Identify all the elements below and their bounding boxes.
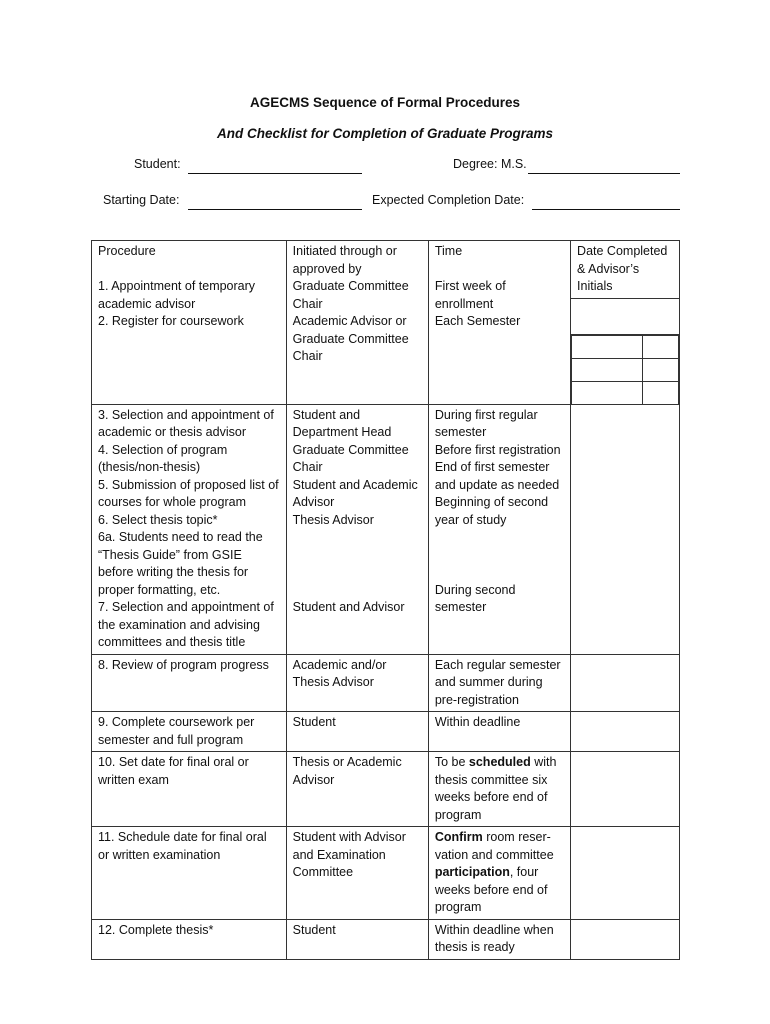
- initiated-10: Thesis or Academic Advisor: [292, 755, 402, 787]
- procedure-7: 7. Selection and appointment of the examination and advising committees and thesis title: [98, 600, 274, 649]
- group2-initiated-cell: [286, 404, 428, 654]
- initiated-8: Academic and/or Thesis Advisor: [292, 657, 387, 689]
- table-row: [92, 752, 680, 827]
- group1-initiated-cell: [286, 241, 428, 405]
- procedure-5: 5. Submission of proposed list of courses for whole program: [98, 477, 279, 509]
- procedure-11: 11. Schedule date for final oral or written examination: [98, 830, 267, 862]
- initiated-12: Student: [292, 922, 336, 937]
- group1-procedure-cell: [92, 241, 287, 405]
- time-1: First week of enrollment: [434, 279, 506, 311]
- procedure-10: 10. Set date for final oral or written exam: [98, 755, 249, 787]
- initiated-7: Student and Advisor: [292, 600, 405, 614]
- initiated-9: Student: [292, 715, 336, 729]
- date-completed-10[interactable]: [571, 752, 680, 827]
- table-row: [92, 712, 680, 752]
- procedure-9: 9. Complete coursework per semester and full program: [98, 715, 255, 747]
- starting-date-field-line[interactable]: [188, 209, 362, 210]
- semester-checkoff-cell[interactable]: [572, 335, 643, 358]
- date-completed-12[interactable]: [571, 919, 680, 959]
- student-label: Student:: [134, 157, 181, 171]
- degree-label: Degree: M.S.: [453, 157, 527, 171]
- table-row: [92, 827, 680, 920]
- date-completed-9[interactable]: [571, 712, 680, 752]
- starting-date-label: Starting Date:: [103, 193, 180, 207]
- time-4: Before first registration: [434, 442, 561, 457]
- date-completed-3[interactable]: [571, 405, 679, 440]
- group2-date-cell: [571, 404, 680, 654]
- table-row: [92, 241, 680, 405]
- date-completed-11[interactable]: [571, 827, 680, 920]
- date-completed-8[interactable]: [571, 654, 680, 712]
- initiated-11: Student with Advisor and Examination Committee: [292, 830, 406, 879]
- initiated-4: Graduate Committee Chair: [292, 442, 409, 474]
- procedure-2: 2. Register for coursework: [98, 314, 244, 328]
- procedures-table: [91, 240, 680, 960]
- semester-checkoff-cell[interactable]: [643, 358, 679, 381]
- time-9: Within deadline: [434, 715, 521, 729]
- procedure-1: 1. Appointment of temporary academic advisor: [98, 279, 256, 311]
- time-6: Beginning of second year of study: [434, 495, 549, 527]
- initiated-5: Student and Academic Advisor: [292, 477, 418, 509]
- procedure-6: 6. Select thesis topic*: [98, 512, 218, 527]
- expected-completion-field-line[interactable]: [532, 209, 680, 210]
- header-date: Date Completed & Advisor’s Initials: [571, 241, 679, 299]
- time-2: Each Semester: [434, 314, 521, 328]
- date-completed-1[interactable]: [571, 299, 679, 335]
- semester-checkoff-cell[interactable]: [572, 358, 643, 381]
- semester-checkoff-cell[interactable]: [643, 335, 679, 358]
- document-title: AGECMS Sequence of Formal Procedures: [249, 95, 521, 110]
- table-row: [92, 919, 680, 959]
- procedure-8: 8. Review of program progress: [98, 657, 269, 672]
- student-field-line[interactable]: [188, 173, 362, 174]
- time-5: End of first semester and update as needed: [434, 460, 560, 492]
- initiated-6: Thesis Advisor: [292, 512, 374, 527]
- procedure-3: 3. Selection and appointment of academic or thesis advisor: [98, 407, 274, 439]
- procedure-6a: 6a. Students need to read the “Thesis Guide” from GSIE before writing the thesis for proper formatting, etc.: [98, 530, 263, 597]
- time-3: During first regular semester: [434, 407, 538, 439]
- time-11: Confirm room reser-vation and committee participation, four weeks before end of program: [434, 830, 554, 914]
- initiated-3: Student and Department Head: [292, 407, 392, 439]
- group1-date-cell: [571, 241, 680, 405]
- table-row: [92, 654, 680, 712]
- semester-checkoff-grid: [571, 335, 679, 404]
- table-row: [92, 404, 680, 654]
- procedure-4: 4. Selection of program (thesis/non-thesis): [98, 442, 228, 474]
- expected-completion-label: Expected Completion Date:: [372, 193, 525, 207]
- initiated-2: Academic Advisor or Graduate Committee Chair: [292, 314, 409, 363]
- degree-field-line[interactable]: [528, 173, 680, 174]
- header-initiated: Initiated through or approved by: [292, 244, 397, 276]
- group2-procedure-cell: [92, 404, 287, 654]
- time-8: Each regular semester and summer during pre-registration: [434, 657, 561, 707]
- group2-time-cell: [428, 404, 570, 654]
- group1-time-cell: [428, 241, 570, 405]
- time-7: During second semester: [434, 582, 516, 614]
- initiated-1: Graduate Committee Chair: [292, 279, 409, 311]
- semester-checkoff-cell[interactable]: [643, 381, 679, 404]
- header-procedure: Procedure: [98, 244, 156, 258]
- time-10: To be scheduled with thesis committee six weeks before end of program: [434, 755, 557, 822]
- time-12: Within deadline when thesis is ready: [434, 922, 554, 954]
- procedure-12: 12. Complete thesis*: [98, 922, 214, 937]
- document-subtitle: And Checklist for Completion of Graduate Programs: [216, 126, 554, 141]
- semester-checkoff-cell[interactable]: [572, 381, 643, 404]
- header-time: Time: [434, 244, 463, 258]
